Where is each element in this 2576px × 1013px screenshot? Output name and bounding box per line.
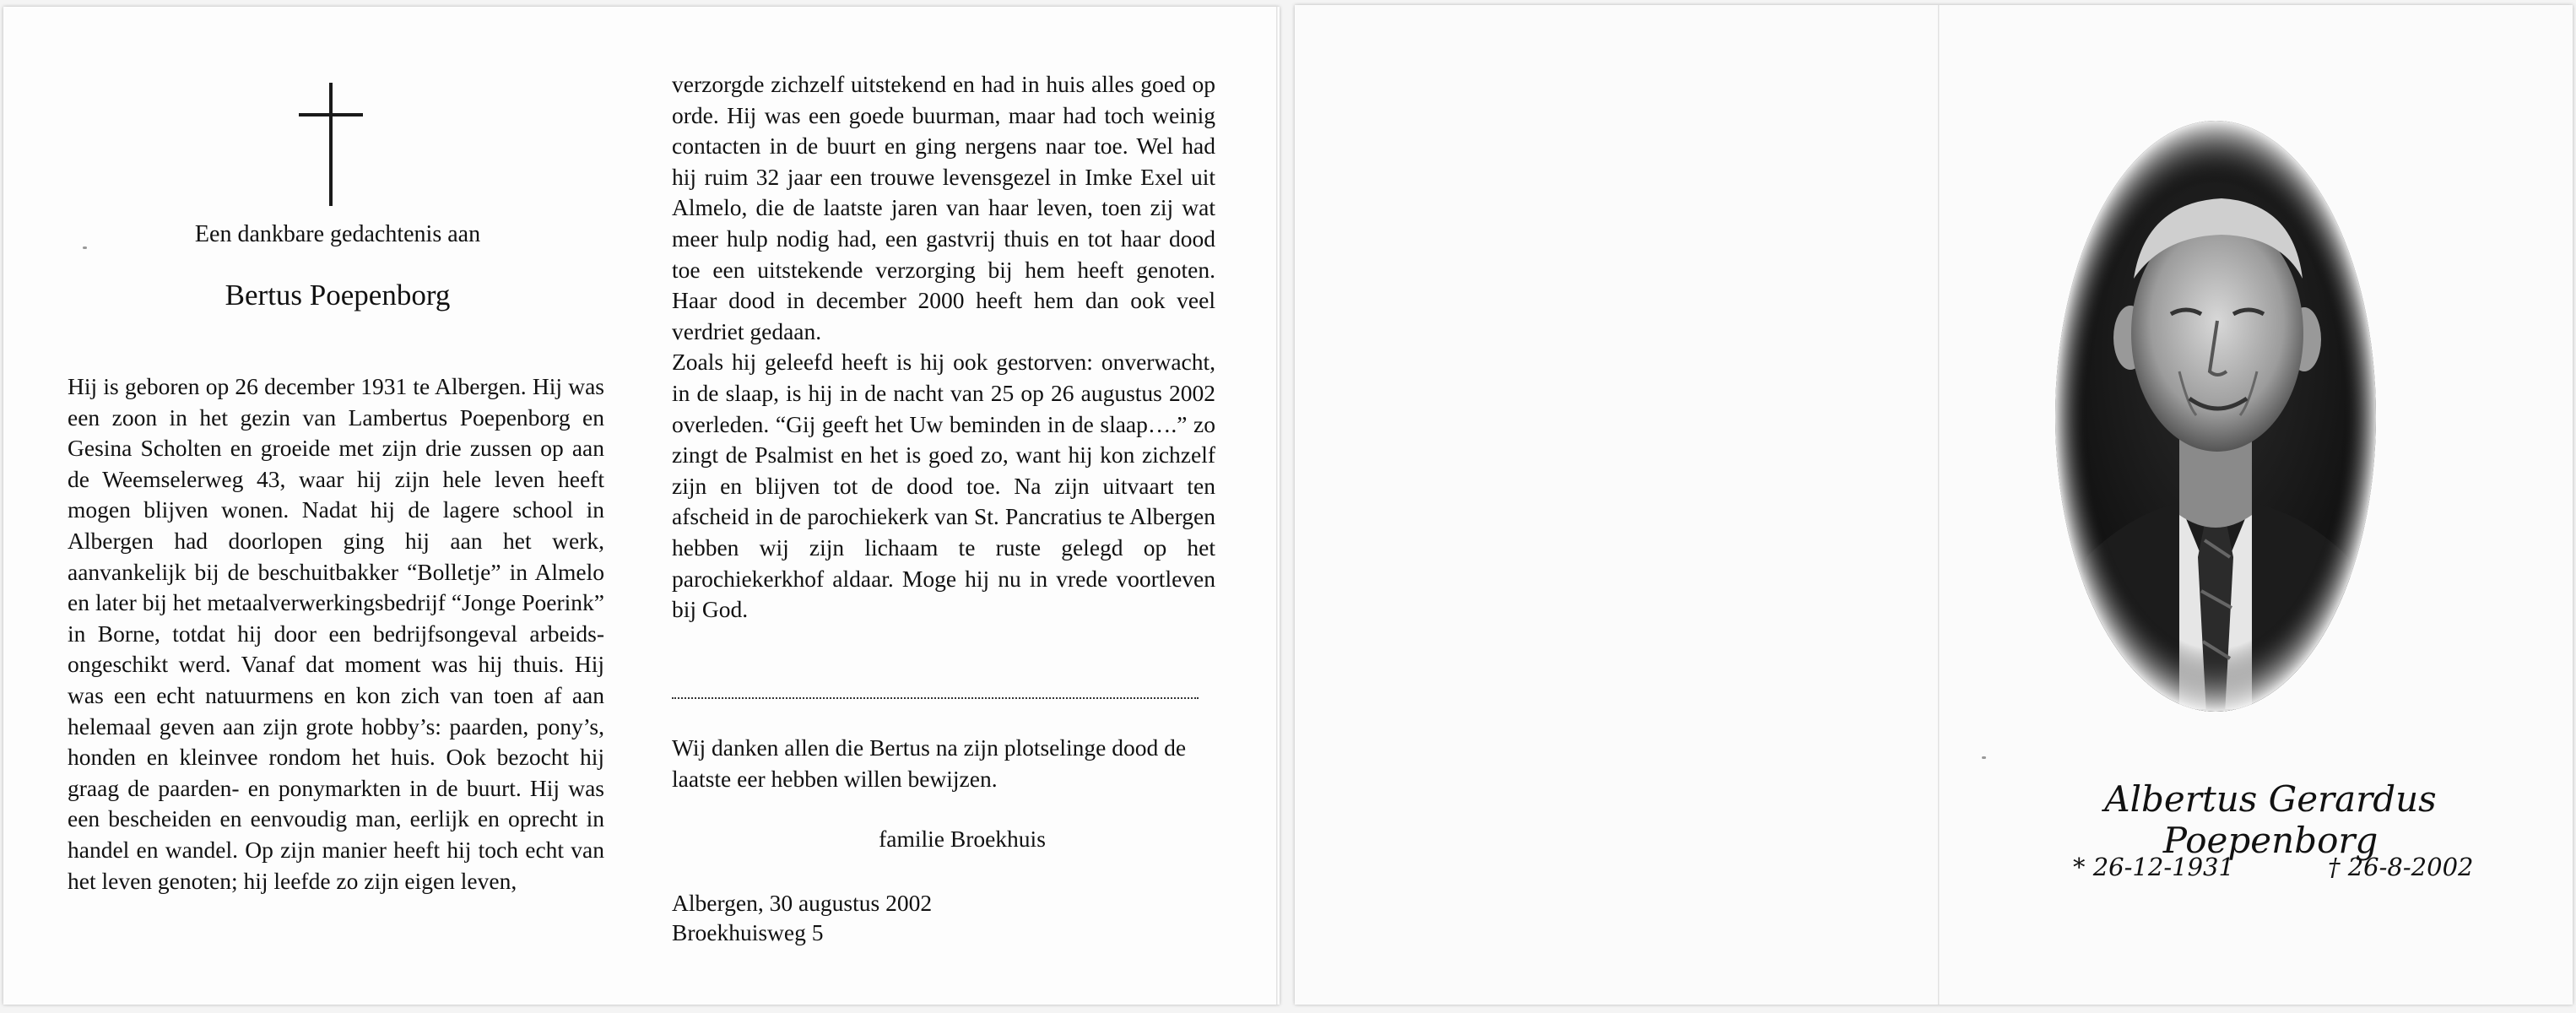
full-name: Albertus Gerardus Poepenborg: [2104, 778, 2437, 861]
paper-speck: [1982, 756, 1986, 759]
death-date: † 26-8-2002: [2328, 853, 2474, 881]
intro-text: Een dankbare gedachtenis aan: [194, 221, 481, 247]
biography-column-1: [68, 371, 604, 897]
paper-speck: [83, 246, 87, 249]
biography-paragraph: Hij is geboren op 26 december 1931 te Albergen. Hij was een zoon in het gezin van Lambertus Poepenborg en Gesina Scholten en groeide met zijn drie zussen op aan de Weemselerweg 43, waar hij zijn hele leven heeft mogen blijven wonen. Nadat hij de lagere school in Albergen had doorlopen ging hij aan het werk, aanvankelijk bij de beschuitbakker “Bolletje” in Almelo en later bij het metaalverwerkingsbedrijf “Jonge Poerink” in Borne, totdat hij door een bedrijfsongeval arbeids-ongeschikt werd. Vanaf dat moment was hij thuis. Hij was een echt natuurmens en kon zich van toen af aan helemaal geven aan zijn grote hobby’s: paarden, pony’s, honden en kleinvee rondom het huis. Ook bezocht hij graag de paarden- en ponymarkten in de buurt. Hij was een bescheiden en eenvoudig man, eerlijk en oprecht in handel en wandel. Op zijn manier heeft hij toch echt van het leven genoten; hij leefde zo zijn eigen leven,: [68, 373, 604, 894]
family-signature: familie Broekhuis: [879, 826, 1046, 852]
biography-paragraph: verzorgde zichzelf uitstekend en had in huis alles goed op orde. Hij was een goede buurman, maar had toch weinig contacten in de buurt en ging nergens naar toe. Wel had hij ruim 32 jaar een trouwe levensgezel in Imke Exel uit Almelo, die de laatste jaren van haar leven, toen zij wat meer hulp nodig had, een gastvrij thuis en tot haar dood toe een uitstekende verzorging bij hem heeft genoten. Haar dood in december 2000 heeft hem dan ook veel verdriet gedaan.: [672, 71, 1215, 344]
birth-date: * 26-12-1931: [2073, 853, 2234, 881]
dotted-divider: [672, 697, 1199, 699]
biography-column-2: [672, 69, 1215, 626]
card-edge: [1276, 7, 1278, 1005]
thank-you-text: Wij danken allen die Bertus na zijn plotselinge dood de laatste eer hebben willen bewijzen.: [672, 734, 1187, 792]
place-date: Albergen, 30 augustus 2002: [672, 890, 933, 916]
address: Broekhuisweg 5: [672, 919, 824, 945]
card-fold-line: [1938, 5, 1940, 1005]
deceased-name-heading: Bertus Poepenborg: [225, 279, 451, 311]
biography-paragraph: Zoals hij geleefd heeft is hij ook gestorven: onverwacht, in de slaap, is hij in de nacht van 25 op 26 augustus 2002 overleden. “Gij geeft het Uw beminden in de slaap….” zo zingt de Psalmist en het is goed zo, want hij kon zichzelf zijn en blijven tot de dood toe. Na zijn uitvaart ten afscheid in de parochiekerk van St. Pancratius te Albergen hebben wij zijn lichaam te ruste gelegd op het parochiekerkhof aldaar. Moge hij nu in vrede voortleven bij God.: [672, 349, 1215, 623]
portrait-photo: [2053, 118, 2378, 714]
cross-icon: [299, 83, 363, 206]
